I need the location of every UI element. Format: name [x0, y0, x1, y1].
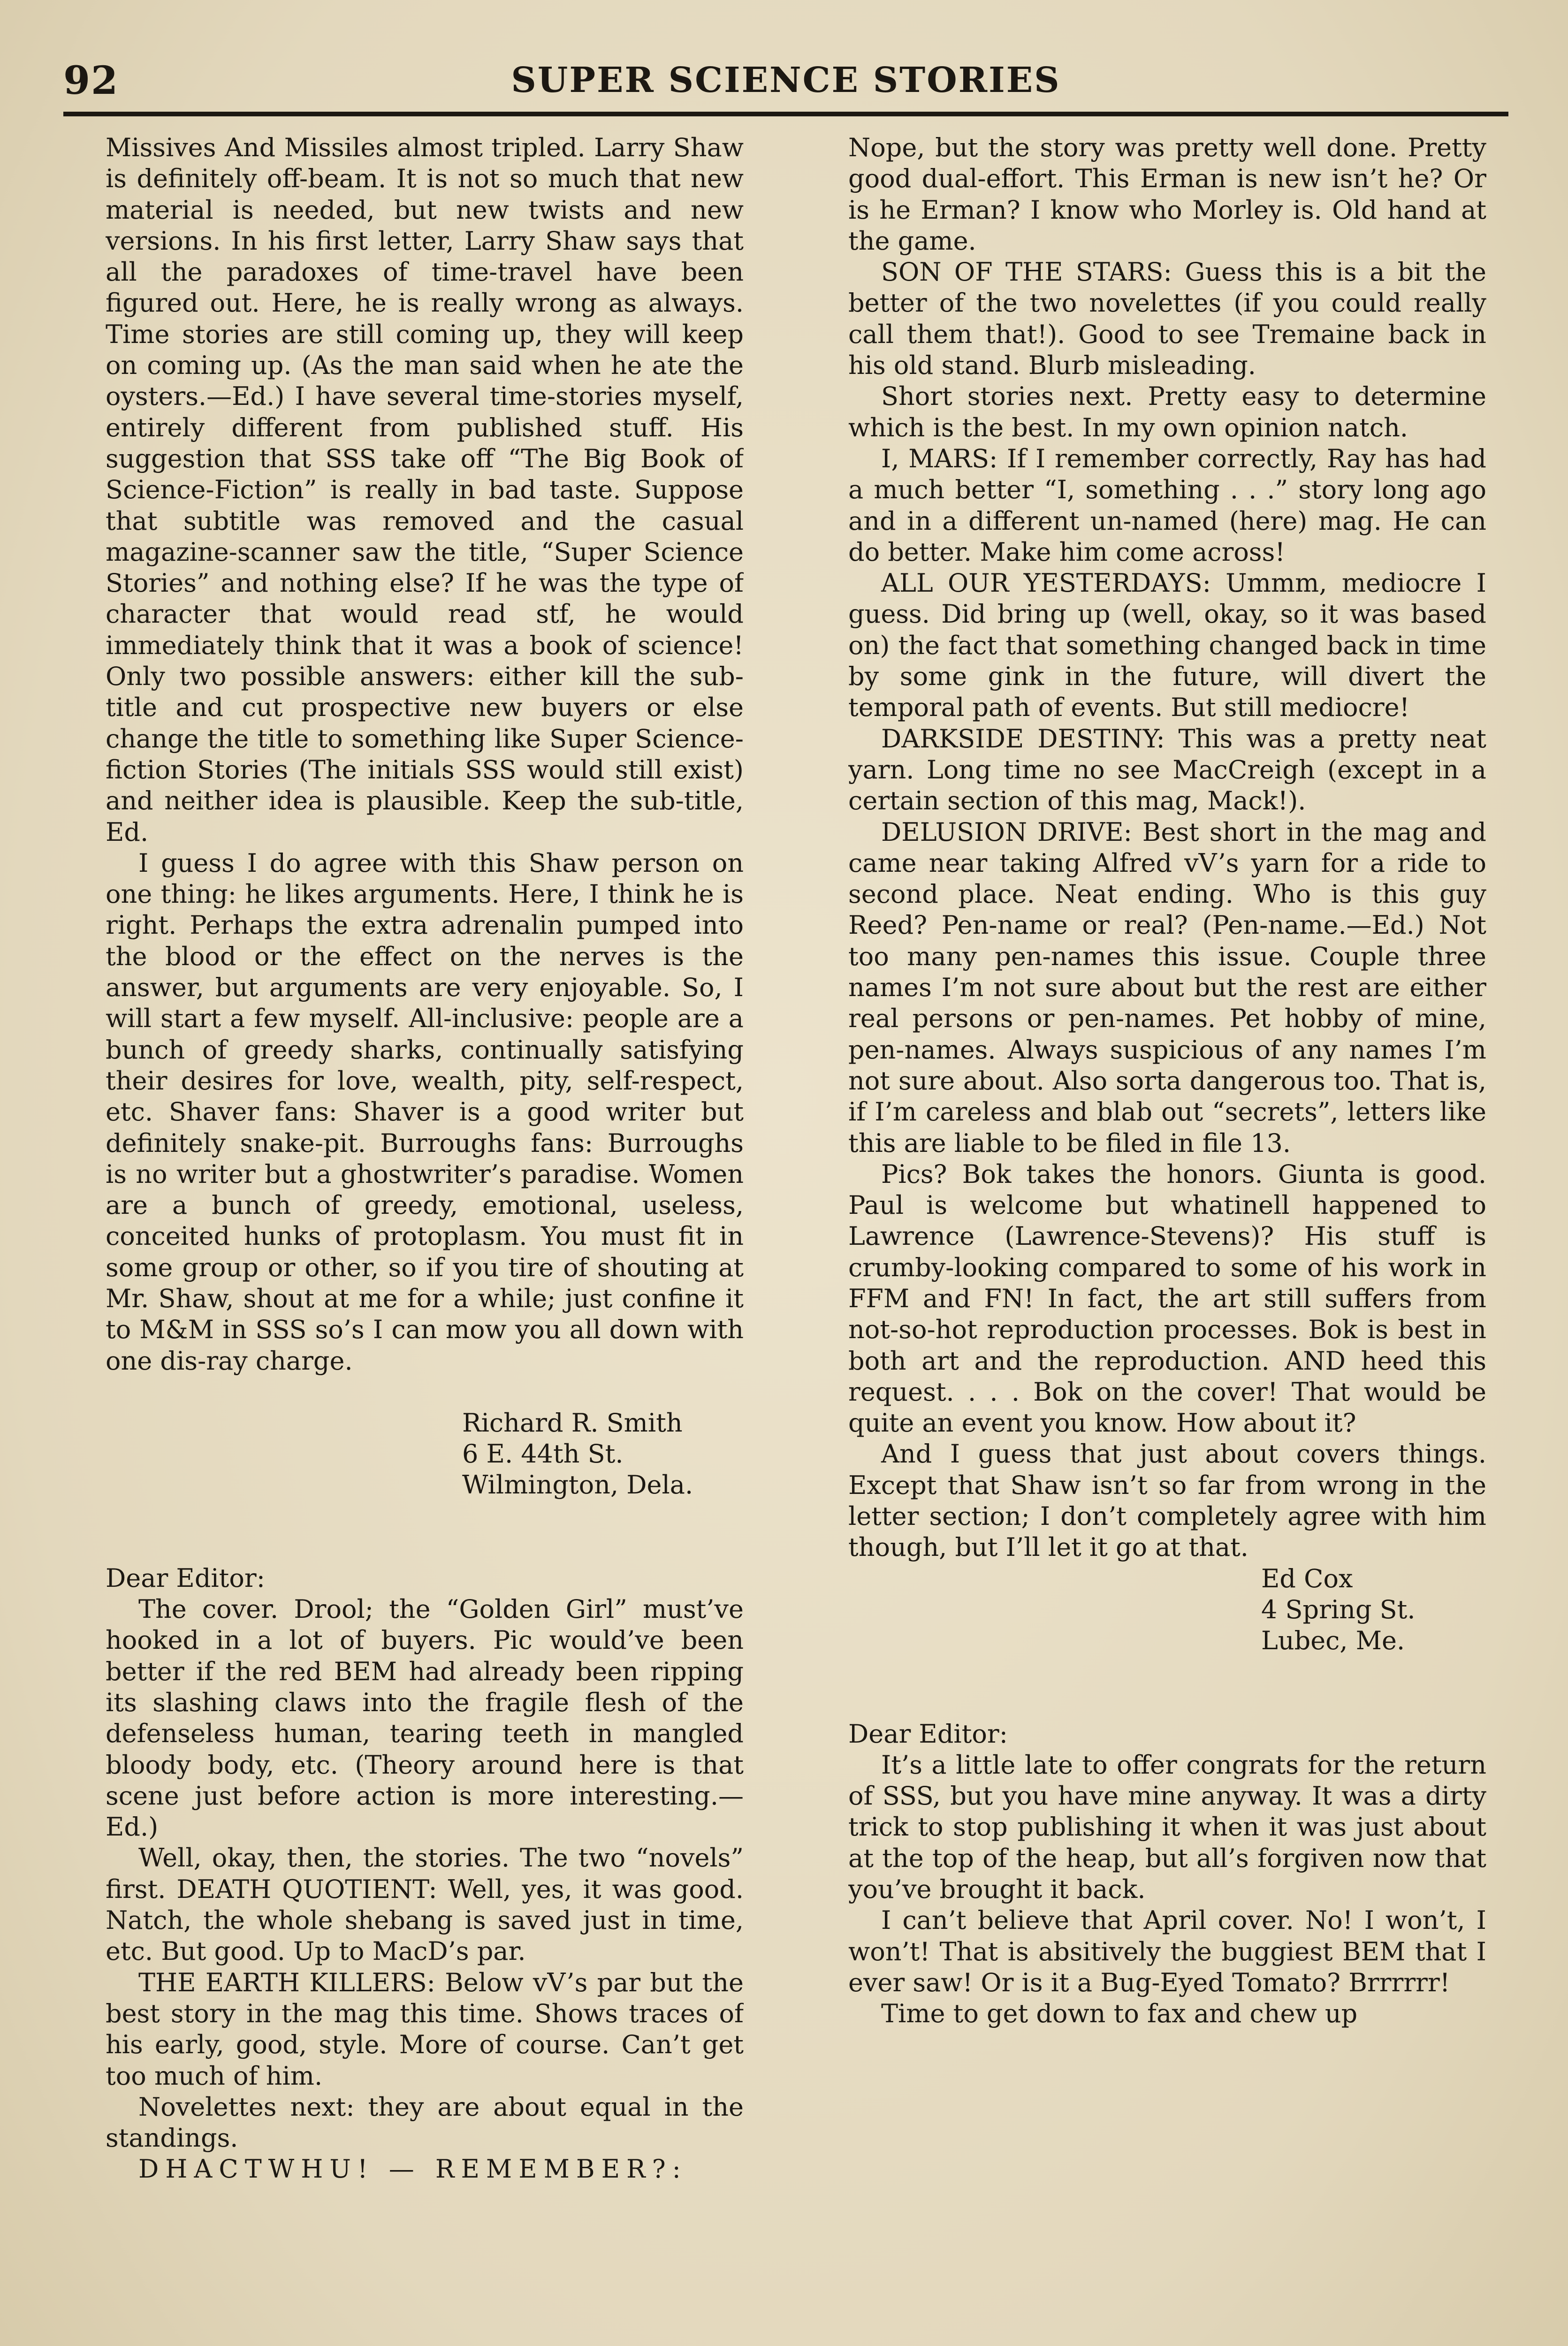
letter-2-paragraph: I, MARS: If I remember correctly, Ray has had a much better “I, something . . .” story long ago and in a different un-named (here) mag. He can do better. Make him come across!: [848, 443, 1486, 567]
spacer: [106, 1377, 744, 1408]
letter-2-paragraph: The cover. Drool; the “Golden Girl” must’ve hooked in a lot of buyers. Pic would’ve been better if the red BEM had already been ripping its slashing claws into the fragile flesh of the defenseless human, tearing teeth in mangled bloody body, etc. (Theory around here is that scene just before action is more interesting.—Ed.): [106, 1594, 744, 1842]
letter-1-paragraph: Missives And Missiles almost tripled. Larry Shaw is definitely off-beam. It is not so much that new material is needed, but new twists and new versions. In his first letter, Larry Shaw says that all the paradoxes of time-travel have been figured out. Here, he is really wrong as always. Time stories are still coming up, they will keep on coming up. (As the man said when he ate the oysters.—Ed.) I have several time-stories myself, entirely different from published stuff. His suggestion that SSS take off “The Big Book of Science-Fiction” is really in bad taste. Suppose that subtitle was removed and the casual magazine-scanner saw the title, “Super Science Stories” and nothing else? If he was the type of character that would read stf, he would immediately think that it was a book of science! Only two possible answers: either kill the sub-title and cut prospective new buyers or else change the title to something like Super Science-fiction Stories (The initials SSS would still exist) and neither idea is plausible. Keep the sub-title, Ed.: [106, 133, 744, 847]
page-number: 92: [63, 58, 119, 103]
letter-2-paragraph: Novelettes next: they are about equal in the standings.: [106, 2092, 744, 2153]
signature-address: 4 Spring St.: [1261, 1594, 1416, 1624]
letter-2-paragraph: And I guess that just about covers things. Except that Shaw isn’t so far from wrong in the letter section; I don’t completely agree with him though, but I’ll let it go at that.: [848, 1439, 1486, 1562]
signature-city: Lubec, Me.: [1261, 1626, 1405, 1656]
signature-name: Richard R. Smith: [462, 1408, 683, 1438]
letter-2-paragraph: ALL OUR YESTERDAYS: Ummm, mediocre I guess. Did bring up (well, okay, so it was based on) the fact that something changed back in time by some gink in the future, will divert the temporal path of events. But still mediocre!: [848, 568, 1486, 723]
letter-2-paragraph: Pics? Bok takes the honors. Giunta is good. Paul is welcome but whatinell happened to Lawrence (Lawrence-Stevens)? His stuff is crumby-looking compared to some of his work in FFM and FN! In fact, the art still suffers from not-so-hot reproduction processes. Bok is best in both art and the reproduction. AND heed this request. . . . Bok on the cover! That would be quite an event you know. How about it?: [848, 1159, 1486, 1438]
salutation: Dear Editor:: [106, 1563, 265, 1593]
letter-2-paragraph: Well, okay, then, the stories. The two “novels” first. DEATH QUOTIENT: Well, yes, it was good. Natch, the whole shebang is saved just in time, etc. But good. Up to MacD’s par.: [106, 1843, 744, 1966]
spacer: [106, 1501, 744, 1563]
letter-2-paragraph: Short stories next. Pretty easy to determine which is the best. In my own opinion natch.: [848, 381, 1486, 442]
letter-3-paragraph: I can’t believe that April cover. No! I won’t, I won’t! That is absitively the buggiest BEM that I ever saw! Or is it a Bug-Eyed Tomato? Brrrrrr!: [848, 1905, 1486, 1997]
signature-name: Ed Cox: [1261, 1563, 1353, 1593]
letter-2-paragraph: SON OF THE STARS: Guess this is a bit the better of the two novelettes (if you could really call them that!). Good to see Tremaine back in his old stand. Blurb misleading.: [848, 257, 1486, 381]
letter-2-paragraph: DELUSION DRIVE: Best short in the mag and came near taking Alfred vV’s yarn for a ride to second place. Neat ending. Who is this guy Reed? Pen-name or real? (Pen-name.—Ed.) Not too many pen-names this issue. Couple three names I’m not sure about but the rest are either real persons or pen-names. Pet hobby of mine, pen-names. Always suspicious of any names I’m not sure about. Also sorta dangerous too. That is, if I’m careless and blab out “secrets”, letters like this are liable to be filed in file 13.: [848, 817, 1486, 1158]
letter-3-paragraph: It’s a little late to offer congrats for the return of SSS, but you have mine anyway. It was a dirty trick to stop publishing it when it was just about at the top of the heap, but all’s forgiven now that you’ve brought it back.: [848, 1750, 1486, 1904]
page-header: [63, 56, 1508, 116]
letter-3-paragraph: Time to get down to fax and chew up: [881, 1999, 1358, 2029]
signature-city: Wilmington, Dela.: [462, 1470, 693, 1500]
spacer: [848, 1657, 1486, 1719]
letter-2-paragraph: THE EARTH KILLERS: Below vV’s par but the best story in the mag this time. Shows traces of his early, good, style. More of course. Can’t get too much of him.: [106, 1967, 744, 2091]
letter-2-paragraph: Nope, but the story was pretty well done. Pretty good dual-effort. This Erman is new isn’t he? Or is he Erman? I know who Morley is. Old hand at the game.: [848, 133, 1486, 256]
left-column: [106, 132, 744, 2333]
letter-2-paragraph: DARKSIDE DESTINY: This was a pretty neat yarn. Long time no see MacCreigh (except in a certain section of this mag, Mack!).: [848, 724, 1486, 816]
salutation: Dear Editor:: [848, 1719, 1008, 1749]
running-head: SUPER SCIENCE STORIES: [511, 60, 1061, 100]
letter-1-paragraph: I guess I do agree with this Shaw person on one thing: he likes arguments. Here, I think he is right. Perhaps the extra adrenalin pumped into the blood or the effect on the nerves is the answer, but arguments are very enjoyable. So, I will start a few myself. All-inclusive: people are a bunch of greedy sharks, continually satisfying their desires for love, wealth, pity, self-respect, etc. Shaver fans: Shaver is a good writer but definitely snake-pit. Burroughs fans: Burroughs is no writer but a ghostwriter’s paradise. Women are a bunch of greedy, emotional, useless, conceited hunks of protoplasm. You must fit in some group or other, so if you tire of shouting at Mr. Shaw, shout at me for a while; just confine it to M&M in SSS so’s I can mow you all down with one dis-ray charge.: [106, 848, 744, 1376]
story-title-line: DHACTWHU! — REMEMBER?:: [138, 2154, 687, 2184]
signature-address: 6 E. 44th St.: [462, 1439, 624, 1469]
right-column: [848, 132, 1486, 2333]
